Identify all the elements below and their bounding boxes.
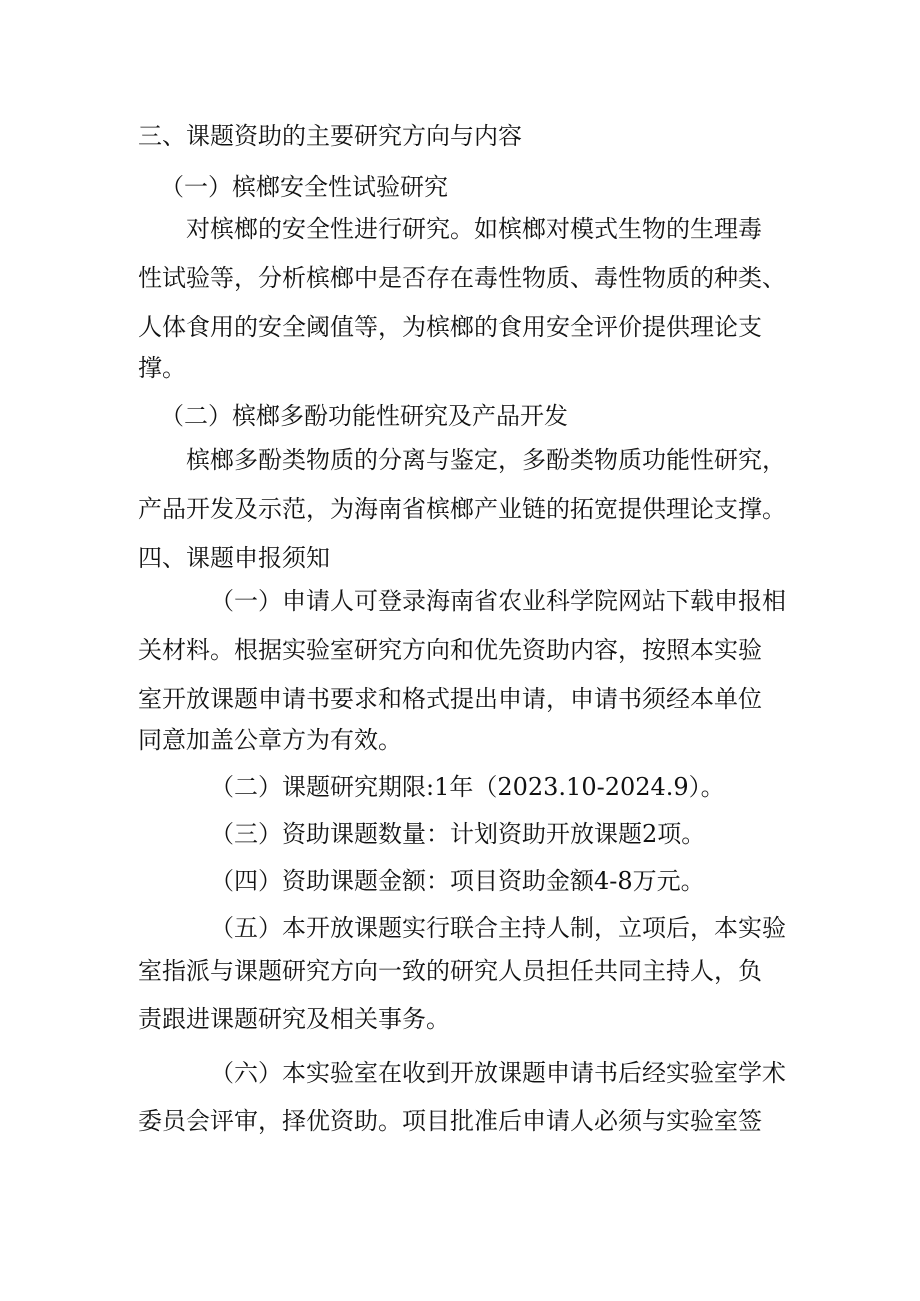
section-4-heading: 四、课题申报须知 <box>138 544 330 572</box>
section-3-sub-1-title: （一）槟榔安全性试验研究 <box>160 173 448 201</box>
notice-item-quantity: （三）资助课题数量：计划资助开放课题2项。 <box>210 820 706 848</box>
paragraph-line: 槟榔多酚类物质的分离与鉴定，多酚类物质功能性研究， <box>186 446 786 474</box>
section-3-heading: 三、课题资助的主要研究方向与内容 <box>138 122 522 150</box>
paragraph-line: 委员会评审，择优资助。项目批准后申请人必须与实验室签 <box>138 1107 762 1135</box>
paragraph-line: 室指派与课题研究方向一致的研究人员担任共同主持人，负 <box>138 957 762 985</box>
paragraph-line: 产品开发及示范，为海南省槟榔产业链的拓宽提供理论支撑。 <box>138 495 786 523</box>
paragraph-line: 性试验等，分析槟榔中是否存在毒性物质、毒性物质的种类、 <box>138 264 786 292</box>
paragraph-line: 责跟进课题研究及相关事务。 <box>138 1005 450 1033</box>
section-3-sub-2-title: （二）槟榔多酚功能性研究及产品开发 <box>160 402 568 430</box>
paragraph-line: 人体食用的安全阈值等，为槟榔的食用安全评价提供理论支 <box>138 313 762 341</box>
notice-item-amount: （四）资助课题金额：项目资助金额4-8万元。 <box>210 867 705 895</box>
paragraph-line: 撑。 <box>138 354 186 382</box>
paragraph-line: 室开放课题申请书要求和格式提出申请，申请书须经本单位 <box>138 685 762 713</box>
paragraph-line: 对槟榔的安全性进行研究。如槟榔对模式生物的生理毒 <box>186 215 762 243</box>
paragraph-line: （六）本实验室在收到开放课题申请书后经实验室学术 <box>210 1059 786 1087</box>
paragraph-line: 同意加盖公章方为有效。 <box>138 726 402 754</box>
paragraph-line: （五）本开放课题实行联合主持人制，立项后，本实验 <box>210 914 786 942</box>
notice-item-period: （二）课题研究期限:1年（2023.10-2024.9）。 <box>210 773 725 801</box>
paragraph-line: 关材料。根据实验室研究方向和优先资助内容，按照本实验 <box>138 636 762 664</box>
paragraph-line: （一）申请人可登录海南省农业科学院网站下载申报相 <box>210 587 786 615</box>
